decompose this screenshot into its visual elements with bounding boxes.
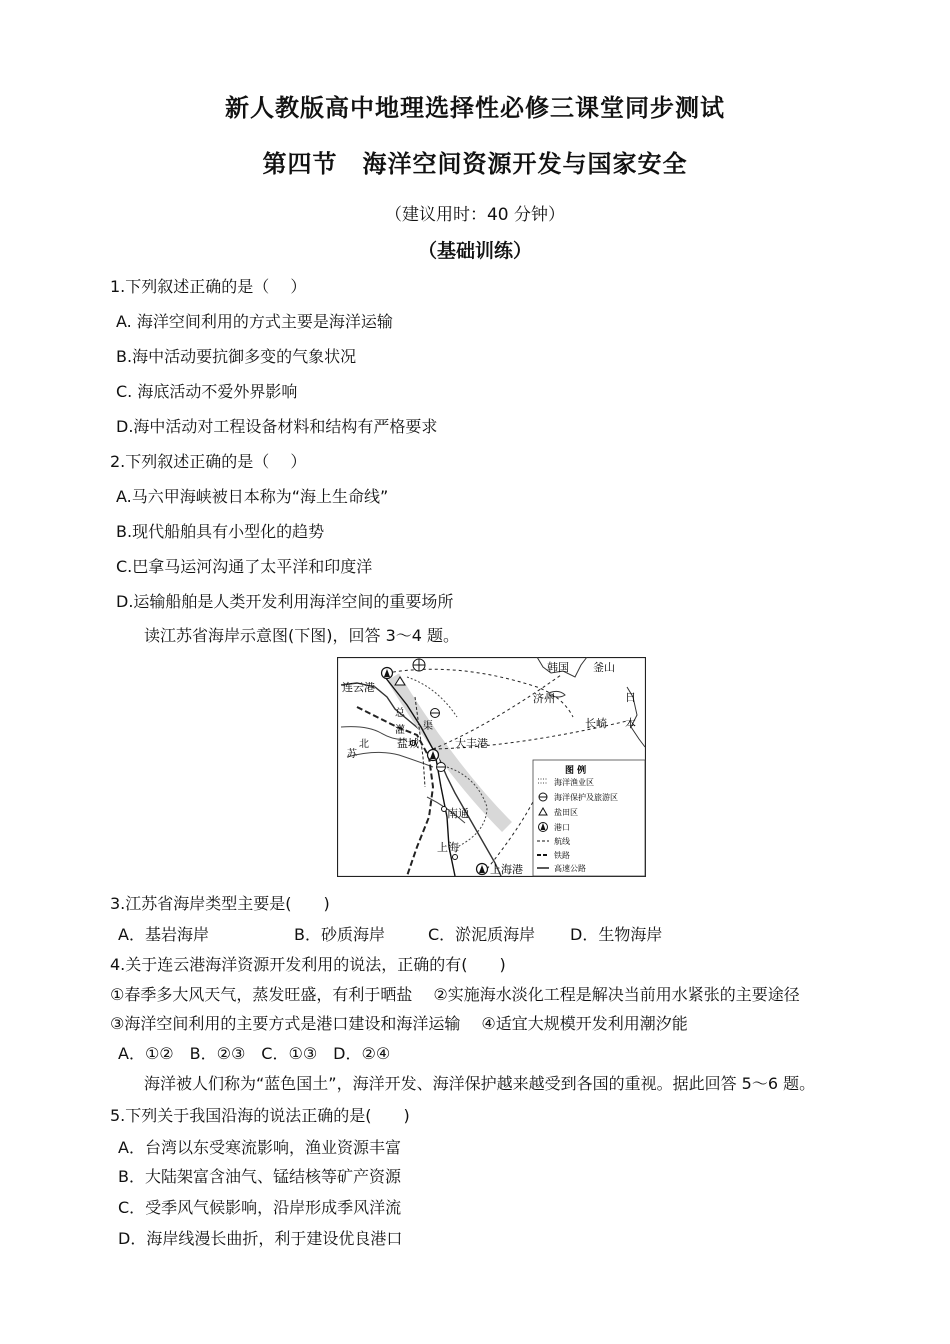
label-shanghai: 上海 <box>437 841 459 854</box>
legend-route: 航线 <box>554 837 570 846</box>
label-qu: 渠 <box>423 721 433 732</box>
q5-stem: 5.下列关于我国沿海的说法正确的是( ) <box>110 1106 410 1125</box>
label-nantong: 南通 <box>447 807 469 820</box>
legend-title: 图 例 <box>565 766 587 776</box>
q5-option-d: D．海岸线漫长曲折，利于建设优良港口 <box>118 1229 403 1248</box>
legend-rail: 铁路 <box>554 851 570 860</box>
q4-statements-3-4: ③海洋空间利用的主要方式是港口建设和海洋运输 ④适宜大规模开发利用潮汐能 <box>110 1014 688 1033</box>
label-jeju: 济州 <box>533 692 555 705</box>
document-title: 新人教版高中地理选择性必修三课堂同步测试 <box>225 94 725 122</box>
q2-stem: 2.下列叙述正确的是（ ） <box>110 452 307 471</box>
q5-option-b: B．大陆架富含油气、锰结核等矿产资源 <box>118 1167 401 1186</box>
q5-option-a: A．台湾以东受寒流影响，渔业资源丰富 <box>118 1138 401 1157</box>
q2-option-d: D.运输船舶是人类开发利用海洋空间的重要场所 <box>116 592 454 611</box>
label-yancheng: 盐城 <box>397 737 419 750</box>
label-zong: 总 <box>395 708 405 719</box>
q3-stem: 3.江苏省海岸类型主要是( ) <box>110 894 330 913</box>
label-ben: 本 <box>625 717 636 730</box>
legend-protect: 海洋保护及旅游区 <box>554 793 618 802</box>
label-su: 苏 <box>347 749 357 760</box>
q1-stem: 1.下列叙述正确的是（ ） <box>110 277 307 296</box>
port-icon <box>428 750 439 761</box>
q3-option-d: D．生物海岸 <box>570 925 663 944</box>
legend-port: 港口 <box>554 823 570 832</box>
q3-options <box>118 924 662 946</box>
label-dafeng: 大丰港 <box>455 737 488 750</box>
q1-option-a: A. 海洋空间利用的方式主要是海洋运输 <box>116 312 393 331</box>
q1-option-d: D.海中活动对工程设备材料和结构有严格要求 <box>116 417 438 436</box>
q3-option-b: B．砂质海岸 <box>294 925 385 944</box>
part-heading: （基础训练） <box>417 240 532 262</box>
label-nagasaki: 长崎 <box>585 717 607 730</box>
q3-option-c: C．淤泥质海岸 <box>428 925 536 944</box>
map-legend <box>533 760 645 876</box>
port-icon <box>477 864 488 875</box>
label-shanghaigang: 上海港 <box>490 863 523 876</box>
q4-options: A．①② B．②③ C．①③ D．②④ <box>118 1044 391 1063</box>
label-busan: 釜山 <box>593 661 615 674</box>
q2-option-b: B.现代船舶具有小型化的趋势 <box>116 522 325 541</box>
q5-option-c: C．受季风气候影响，沿岸形成季风洋流 <box>118 1198 402 1217</box>
q4-stem: 4.关于连云港海洋资源开发利用的说法，正确的有( ) <box>110 955 506 974</box>
label-guan: 灌 <box>395 725 405 736</box>
legend-salt: 盐田区 <box>554 808 578 817</box>
port-icon <box>382 668 393 679</box>
intro-q5-6: 海洋被人们称为“蓝色国土”，海洋开发、海洋保护越来越受到各国的重视。据此回答 5～6 题。 <box>144 1074 816 1093</box>
protection-zone-icon <box>413 659 425 671</box>
protection-zone-icon <box>431 709 440 718</box>
jiangsu-coast-map <box>337 657 646 877</box>
q3-option-a: A．基岩海岸 <box>118 925 209 944</box>
label-lianyungang: 连云港 <box>342 681 375 694</box>
q1-option-c: C. 海底活动不爱外界影响 <box>116 382 298 401</box>
q2-option-c: C.巴拿马运河沟通了太平洋和印度洋 <box>116 557 373 576</box>
protection-zone-icon <box>437 763 446 772</box>
label-korea: 韩国 <box>547 661 569 674</box>
legend-highway: 高速公路 <box>554 864 586 873</box>
city-dot <box>453 855 458 860</box>
q2-option-a: A.马六甲海峡被日本称为“海上生命线” <box>116 487 389 506</box>
intro-q3-4: 读江苏省海岸示意图(下图)，回答 3～4 题。 <box>144 626 460 645</box>
section-title: 第四节 海洋空间资源开发与国家安全 <box>262 150 688 178</box>
q1-option-b: B.海中活动要抗御多变的气象状况 <box>116 347 357 366</box>
q4-statements-1-2: ①春季多大风天气，蒸发旺盛，有利于晒盐 ②实施海水淡化工程是解决当前用水紧张的主要途径 <box>110 985 800 1004</box>
city-dot <box>442 807 447 812</box>
time-hint: （建议用时：40 分钟） <box>384 205 566 225</box>
legend-fishery: 海洋渔业区 <box>554 778 594 787</box>
label-north: 北 <box>359 739 369 750</box>
label-ri: 日 <box>625 691 636 704</box>
